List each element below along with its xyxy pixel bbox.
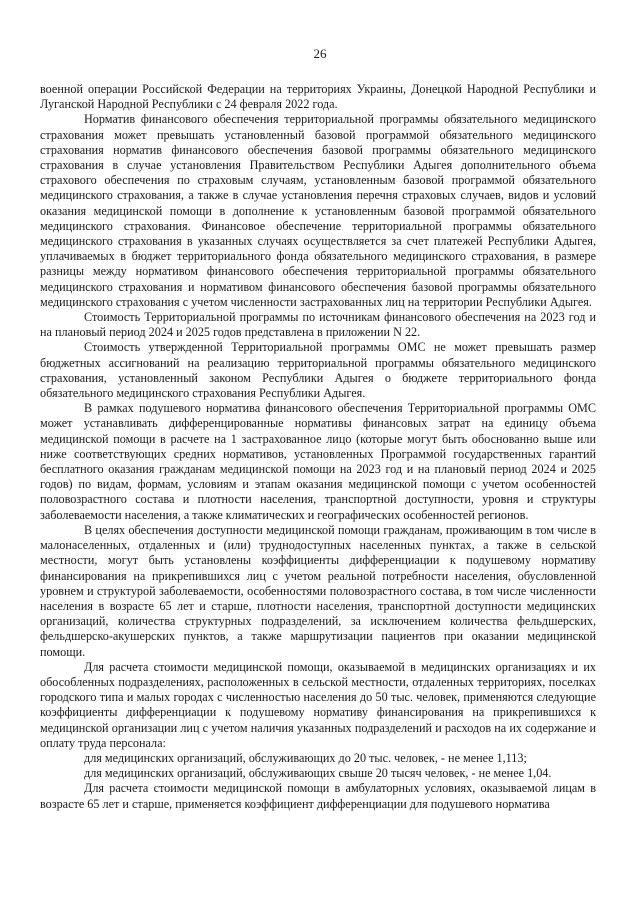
paragraph-rural-calculation: Для расчета стоимости медицинской помощи, оказываемой в медицинских организациях и их обособленных подразделениях, расположенных в сельской местности, отдаленных территориях, поселках городского типа и малых городах с численностью населения до 50 тыс. человек, применяются следующие коэффициенты дифференциации к подушевому нормативу финансирования на прикрепившихся к медицинской организации лиц с учетом наличия указанных подразделений и расходов на их содержание и оплату труда персонала: xyxy=(40,659,596,750)
paragraph-differentiated-normatives: В рамках подушевого норматива финансового обеспечения Территориальной программы ОМС может устанавливать дифференцированные нормативы финансовых затрат на единицу объема медицинской помощи в расчете на 1 застрахованное лицо (которые могут быть обоснованно выше или ниже соответствующих средних нормативов, установленных Программой государственных гарантий бесплатного оказания гражданам медицинской помощи на 2023 год и на плановый период 2024 и 2025 годов) по видам, формам, условиям и этапам оказания медицинской помощи с учетом особенностей половозрастного состава и плотности населения, транспортной доступности, уровня и структуры заболеваемости населения, а также климатических и географических особенностей регионов. xyxy=(40,401,596,522)
paragraph-oms-cost-limit: Стоимость утвержденной Территориальной программы ОМС не может превышать размер бюджетных ассигнований на реализацию территориальной программы обязательного медицинского страхования, установленный законом Республики Адыгея о бюджете территориального фонда обязательного медицинского страхования Республики Адыгея. xyxy=(40,340,596,401)
page-number: 26 xyxy=(313,46,327,61)
paragraph-program-cost: Стоимость Территориальной программы по источникам финансового обеспечения на 2023 год и на плановый период 2024 и 2025 годов представлена в приложении N 22. xyxy=(40,310,596,340)
paragraph-normative-excess: Норматив финансового обеспечения территориальной программы обязательного медицинского страхования может превышать установленный базовой программой обязательного медицинского страхования норматив финансового обеспечения базовой программы обязательного медицинского страхования в случае установления Правительством Республики Адыгея дополнительного объема страхового обеспечения по страховым случаям, установленным базовой программой обязательного медицинского страхования, а также в случае установления перечня страховых случаев, видов и условий оказания медицинской помощи в дополнение к установленным базовой программой обязательного медицинского страхования. Финансовое обеспечение территориальной программы обязательного медицинского страхования в указанных случаях осуществляется за счет платежей Республики Адыгея, уплачиваемых в бюджет территориального фонда обязательного медицинского страхования, в размере разницы между нормативом финансового обеспечения территориальной программы обязательного медицинского страхования и нормативом финансового обеспечения базовой программы обязательного медицинского страхования с учетом численности застрахованных лиц на территории Республики Адыгея. xyxy=(40,112,596,309)
list-item-over-20k: для медицинских организаций, обслуживающих свыше 20 тысяч человек, - не менее 1,04. xyxy=(84,766,552,781)
list-item-up-to-20k: для медицинских организаций, обслуживающих до 20 тыс. человек, - не менее 1,113; xyxy=(84,750,527,765)
paragraph-continuation: военной операции Российской Федерации на территориях Украины, Донецкой Народной Республики и Луганской Народной Республики с 24 февраля 2022 года. xyxy=(40,82,596,112)
document-body xyxy=(40,82,596,812)
paragraph-elderly-coefficient: Для расчета стоимости медицинской помощи в амбулаторных условиях, оказываемой лицам в возрасте 65 лет и старше, применяется коэффициент дифференциации для подушевого норматива xyxy=(40,781,596,811)
paragraph-accessibility-coefficients: В целях обеспечения доступности медицинской помощи гражданам, проживающим в том числе в малонаселенных, отдаленных и (или) труднодоступных населенных пунктах, а также в сельской местности, могут быть установлены коэффициенты дифференциации к подушевому нормативу финансирования на прикрепившихся лиц с учетом реальной потребности населения, обусловленной уровнем и структурой заболеваемости, особенностями половозрастного состава, в том числе численности населения в возрасте 65 лет и старше, плотности населения, транспортной доступности медицинских организаций, количества структурных подразделений, за исключением количества фельдшерских, фельдшерско-акушерских пунктов, а также маршрутизации пациентов при оказании медицинской помощи. xyxy=(40,522,596,659)
